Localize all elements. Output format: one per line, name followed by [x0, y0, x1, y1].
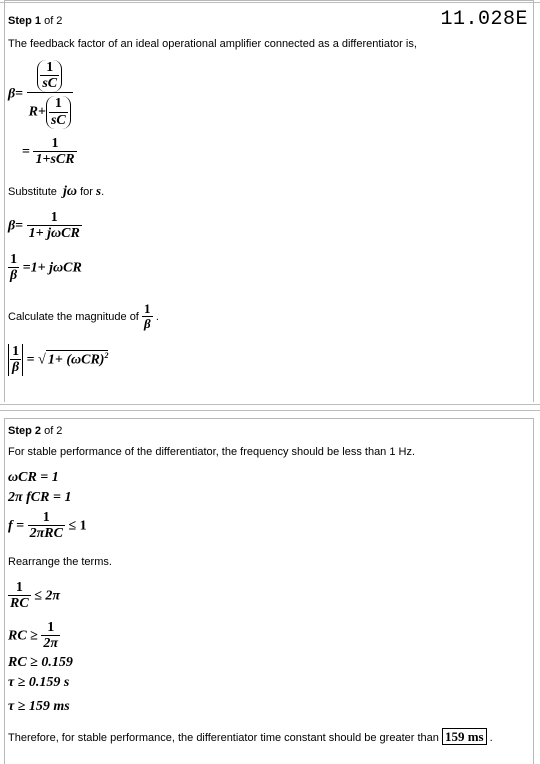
frequency-inequality: f = $\frac{1}{\text{2πRC}}$ ≤ 1 [8, 510, 87, 542]
section-divider-b [0, 410, 540, 411]
rc-inequality: RC ≥ $\frac{1}{2\pi}$ [8, 620, 59, 652]
beta-jw-equation: β= $\frac{1}{\text{1+ jωCR}}$ [8, 210, 80, 242]
conclusion-text: Therefore, for stable performance, the differentiator time constant should be greater than 159 ms . [8, 729, 493, 744]
step-1-label: Step 1 [8, 15, 42, 27]
step-2-header [8, 425, 62, 437]
intro-text: The feedback factor of an ideal operational amplifier connected as a differentiator is, [8, 38, 417, 50]
substitute-text: Substitute jω for s. [8, 183, 105, 199]
problem-code: 11.028E [440, 8, 528, 31]
rc-value-inequality: RC ≥ 0.159 [8, 655, 73, 670]
answer-box: 159 ms [442, 728, 487, 745]
magnitude-text: Calculate the magnitude of $\frac{1}{\beta}$ . [8, 301, 159, 332]
rc-inverse-inequality: $\frac{1}{RC}$ ≤ 2π [10, 580, 61, 612]
step-2-count: of 2 [44, 425, 63, 437]
step-1-card [4, 0, 534, 402]
two-pi-fcr-equation: 2π fCR = 1 [8, 490, 72, 505]
beta-symbol: β [8, 86, 16, 102]
beta-fraction: $\frac{1}{sC}$ R+ $\frac{1}{sC}$ [27, 60, 73, 129]
step-1-header [8, 15, 62, 27]
step-1-count: of 2 [44, 15, 63, 27]
inverse-beta-equation: $\frac{1}{\beta}$ =1+ jωCR [10, 252, 82, 284]
tau-ms-inequality: τ ≥ 159 ms [8, 699, 70, 714]
magnitude-equation: $\frac{1}{\beta}$ = √ $1+ (\omega CR)^2$ [8, 344, 108, 376]
step-2-label: Step 2 [8, 425, 42, 437]
simplified-beta-equation: = $\frac{1}{\text{1+sCR}}$ [22, 136, 75, 168]
feedback-factor-equation: β= $\frac{1}{sC}$ R+ $\frac{1}{sC}$ [8, 60, 73, 129]
section-divider-a [0, 404, 540, 405]
stable-performance-text: For stable performance of the differentiator, the frequency should be less than 1 Hz. [8, 446, 416, 458]
rearrange-text: Rearrange the terms. [8, 556, 112, 568]
tau-seconds-inequality: τ ≥ 0.159 s [8, 675, 70, 690]
step-2-card [4, 418, 534, 764]
omega-cr-equation: ωCR = 1 [8, 470, 59, 485]
